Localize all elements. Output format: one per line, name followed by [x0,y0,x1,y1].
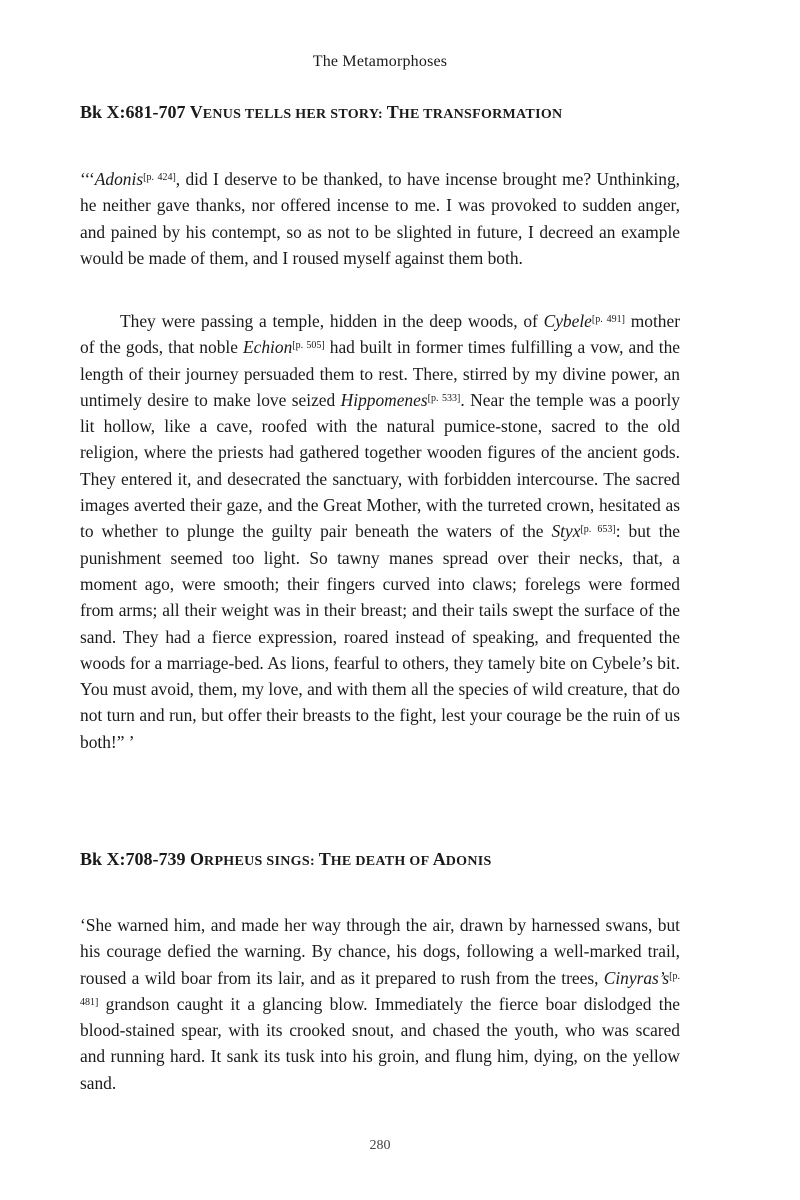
name-link-cybele[interactable]: Cybele [543,311,592,331]
running-head: The Metamorphoses [312,53,448,70]
title-smallcaps: RPHEUS SINGS: [204,854,319,869]
section-heading-venus [80,102,720,123]
title-initial: V [189,102,203,122]
quote-mark: ‘‘‘ [80,169,95,189]
section-ref: Bk X:681-707 [80,102,186,122]
paragraph-text: grandson caught it a glancing blow. Immediately the fierce boar dislodged the blood-stained spear, with its crooked snout, and chased the youth, who was scared and running hard. It sank its tusk into his groin, and flung him, dying, on the yellow sand. [80,993,680,1093]
page-number: 280 [369,1138,391,1153]
name-link-styx[interactable]: Styx [551,521,581,542]
title-smallcaps: DONIS [445,854,492,869]
paragraph-text: . Near the temple was a poorly lit hollow, like a cave, roofed with the natural pumice-stone, sacred to the old religion, where the priests had gathered together wooden figures of the ancient gods. They entered it, and desecrated the sanctuary, with forbidden intercourse. The sacred images averted their gaze, and the Great Mother, with the turreted crown, hesitated as to whether to plunge the guilty pair beneath the waters of the [80,389,680,542]
page-ref[interactable]: [p. 653] [580,524,616,536]
name-link-hippomenes[interactable]: Hippomenes [340,389,428,410]
title-initial: O [190,849,205,869]
page-ref[interactable]: [p. 533] [427,392,461,404]
title-smallcaps: HE DEATH OF [330,854,433,869]
paragraph-text: , did I deserve to be thanked, to have incense brought me? Unthinking, he neither gave thanks, nor offered incense to me. I was provoked to sudden anger, and pained by his contempt, so as not to be slighted in future, I decreed an example would be made of them, and I roused myself against them both. [80,169,680,268]
title-smallcaps: ENUS TELLS HER STORY: [202,107,387,122]
paragraph-temple-story [80,308,680,755]
page-ref[interactable]: [p. 424] [143,172,176,183]
title-initial: T [386,102,399,122]
paragraph-text: had built in former times fulfilling a vow, and the length of their journey persuaded them to rest. There, stirred by my divine power, an untimely desire to make love seized [80,337,680,410]
title-initial: A [432,849,446,869]
paragraph-text: mother of the gods, that noble [80,311,681,358]
paragraph-text: ‘She warned him, and made her way through the air, drawn by harnessed swans, but his courage defied the warning. By chance, his dogs, following a well-marked trail, roused a wild boar from its lair, and as it prepared to rush from the trees, [80,915,680,988]
paragraph-adonis-address [80,166,680,271]
name-link-echion[interactable]: Echion [243,337,293,358]
title-smallcaps: HE TRANSFORMATION [398,107,563,122]
paragraph-text: : but the punishment seemed too light. So tawny manes spread over their necks, that, a moment ago, were smooth; their fingers curved into claws; forelegs were formed from arms; all their weight was in their breast; and their tails swept the surface of the sand. They had a fierce expression, roared instead of speaking, and frequented the woods for a marriage-bed. As lions, fearful to others, they tamely bite on Cybele’s bit. You must avoid, them, my love, and with them all the species of wild creature, that do not turn and run, but offer their breasts to the fight, lest your courage be the ruin of us both!” ’ [80,521,680,752]
title-initial: T [318,849,331,869]
name-link-adonis[interactable]: Adonis [94,169,144,189]
book-page [80,0,680,1200]
paragraph-text: They were passing a temple, hidden in the deep woods, of [120,311,544,331]
page-ref[interactable]: [p. 481] [80,970,680,1008]
paragraph-boar-hunt [80,912,680,1096]
section-heading-orpheus [80,849,720,870]
page-ref[interactable]: [p. 491] [591,314,625,325]
page-ref[interactable]: [p. 505] [292,340,325,352]
name-link-cinyras[interactable]: Cinyras’s [603,967,670,988]
section-ref: Bk X:708-739 [80,849,186,869]
